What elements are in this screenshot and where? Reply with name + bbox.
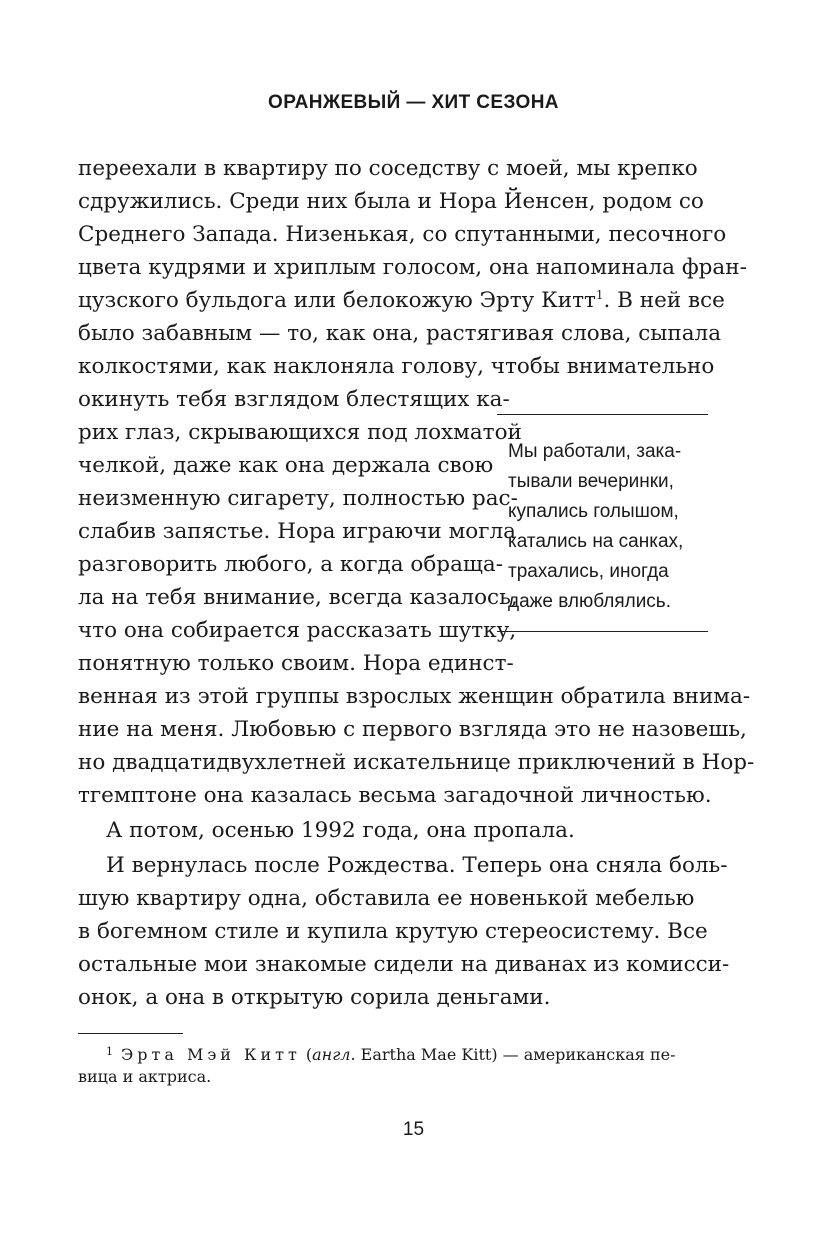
body-line: тгемптоне она казалась весьма загадочной личностью. — [78, 783, 712, 808]
running-head: ОРАНЖЕВЫЙ — ХИТ СЕЗОНА — [268, 92, 559, 113]
footnote-text: ) — американская пе- — [491, 1045, 676, 1064]
footnote-divider — [78, 1033, 183, 1034]
body-line: понятную только своим. Нора единст- — [78, 651, 514, 676]
footnote-ref: 1 — [595, 287, 604, 302]
body-line: слабив запястье. Нора играючи могла — [78, 519, 516, 544]
pull-quote-line: даже влюблялись. — [508, 591, 671, 612]
footnote-number: 1 — [106, 1045, 113, 1058]
body-line: разговорить любого, а когда обраща- — [78, 552, 503, 577]
body-line: сдружились. Среди них была и Нора Йенсен, родом со — [78, 189, 704, 214]
pull-quote-line: катались на санках, — [508, 531, 684, 552]
body-line: что она собирается рассказать шутку, — [78, 618, 517, 643]
body-line-tail: . В ней все — [603, 288, 725, 313]
body-line: неизменную сигарету, полностью рас- — [78, 486, 518, 511]
body-line-with-footnote-ref — [78, 284, 725, 318]
body-line: колкостями, как наклоняла голову, чтобы внимательно — [78, 354, 715, 379]
body-line: ние на меня. Любовью с первого взгляда это не назовешь, — [78, 717, 747, 742]
paragraph-line: А потом, осенью 1992 года, она пропала. — [106, 818, 575, 843]
body-line: шую квартиру одна, обставила ее новенькой мебелью — [78, 886, 695, 911]
body-line: цвета кудрями и хриплым голосом, она напоминала фран- — [78, 255, 747, 280]
footnote-line-2: вица и актриса. — [78, 1067, 212, 1086]
body-line: венная из этой группы взрослых женщин обратила внима- — [78, 684, 751, 709]
footnote-original-name: Eartha Mae Kitt — [360, 1045, 492, 1064]
body-line-text: цузского бульдога или белокожую Эрту Китт — [78, 288, 596, 313]
pull-quote-line: тывали вечеринки, — [508, 471, 674, 492]
body-line: в богемном стиле и купила крутую стереосистему. Все — [78, 919, 708, 944]
body-line: но двадцатидвухлетней искательнице приключений в Нор- — [78, 750, 755, 775]
body-line: переехали в квартиру по соседству с моей, мы крепко — [78, 156, 698, 181]
body-line: онок, а она в открытую сорила деньгами. — [78, 985, 551, 1010]
pull-quote-line: трахались, иногда — [508, 561, 669, 582]
pull-quote-line: Мы работали, зака- — [508, 441, 682, 462]
footnote-lang-label: англ. — [312, 1045, 356, 1064]
footnote-name: Эрта Мэй Китт — [121, 1045, 301, 1064]
footnote: $^1$ Эрта Мэй Китт (англ. Eartha Mae Kitt) — американская пе- — [106, 1045, 676, 1064]
paragraph-line: И вернулась после Рождества. Теперь она сняла боль- — [106, 853, 728, 878]
body-line: челкой, даже как она держала свою — [78, 453, 494, 478]
pull-quote-line: купались голышом, — [508, 501, 679, 522]
body-line: остальные мои знакомые сидели на диванах из комисси- — [78, 952, 730, 977]
body-line: ла на тебя внимание, всегда казалось, — [78, 585, 518, 610]
body-line: рих глаз, скрывающихся под лохматой — [78, 420, 522, 445]
body-line: Среднего Запада. Низенькая, со спутанными, песочного — [78, 222, 727, 247]
page-number: 15 — [402, 1119, 425, 1140]
body-line: окинуть тебя взглядом блестящих ка- — [78, 387, 510, 412]
body-line: было забавным — то, как она, растягивая слова, сыпала — [78, 321, 722, 346]
pull-quote — [497, 414, 708, 632]
